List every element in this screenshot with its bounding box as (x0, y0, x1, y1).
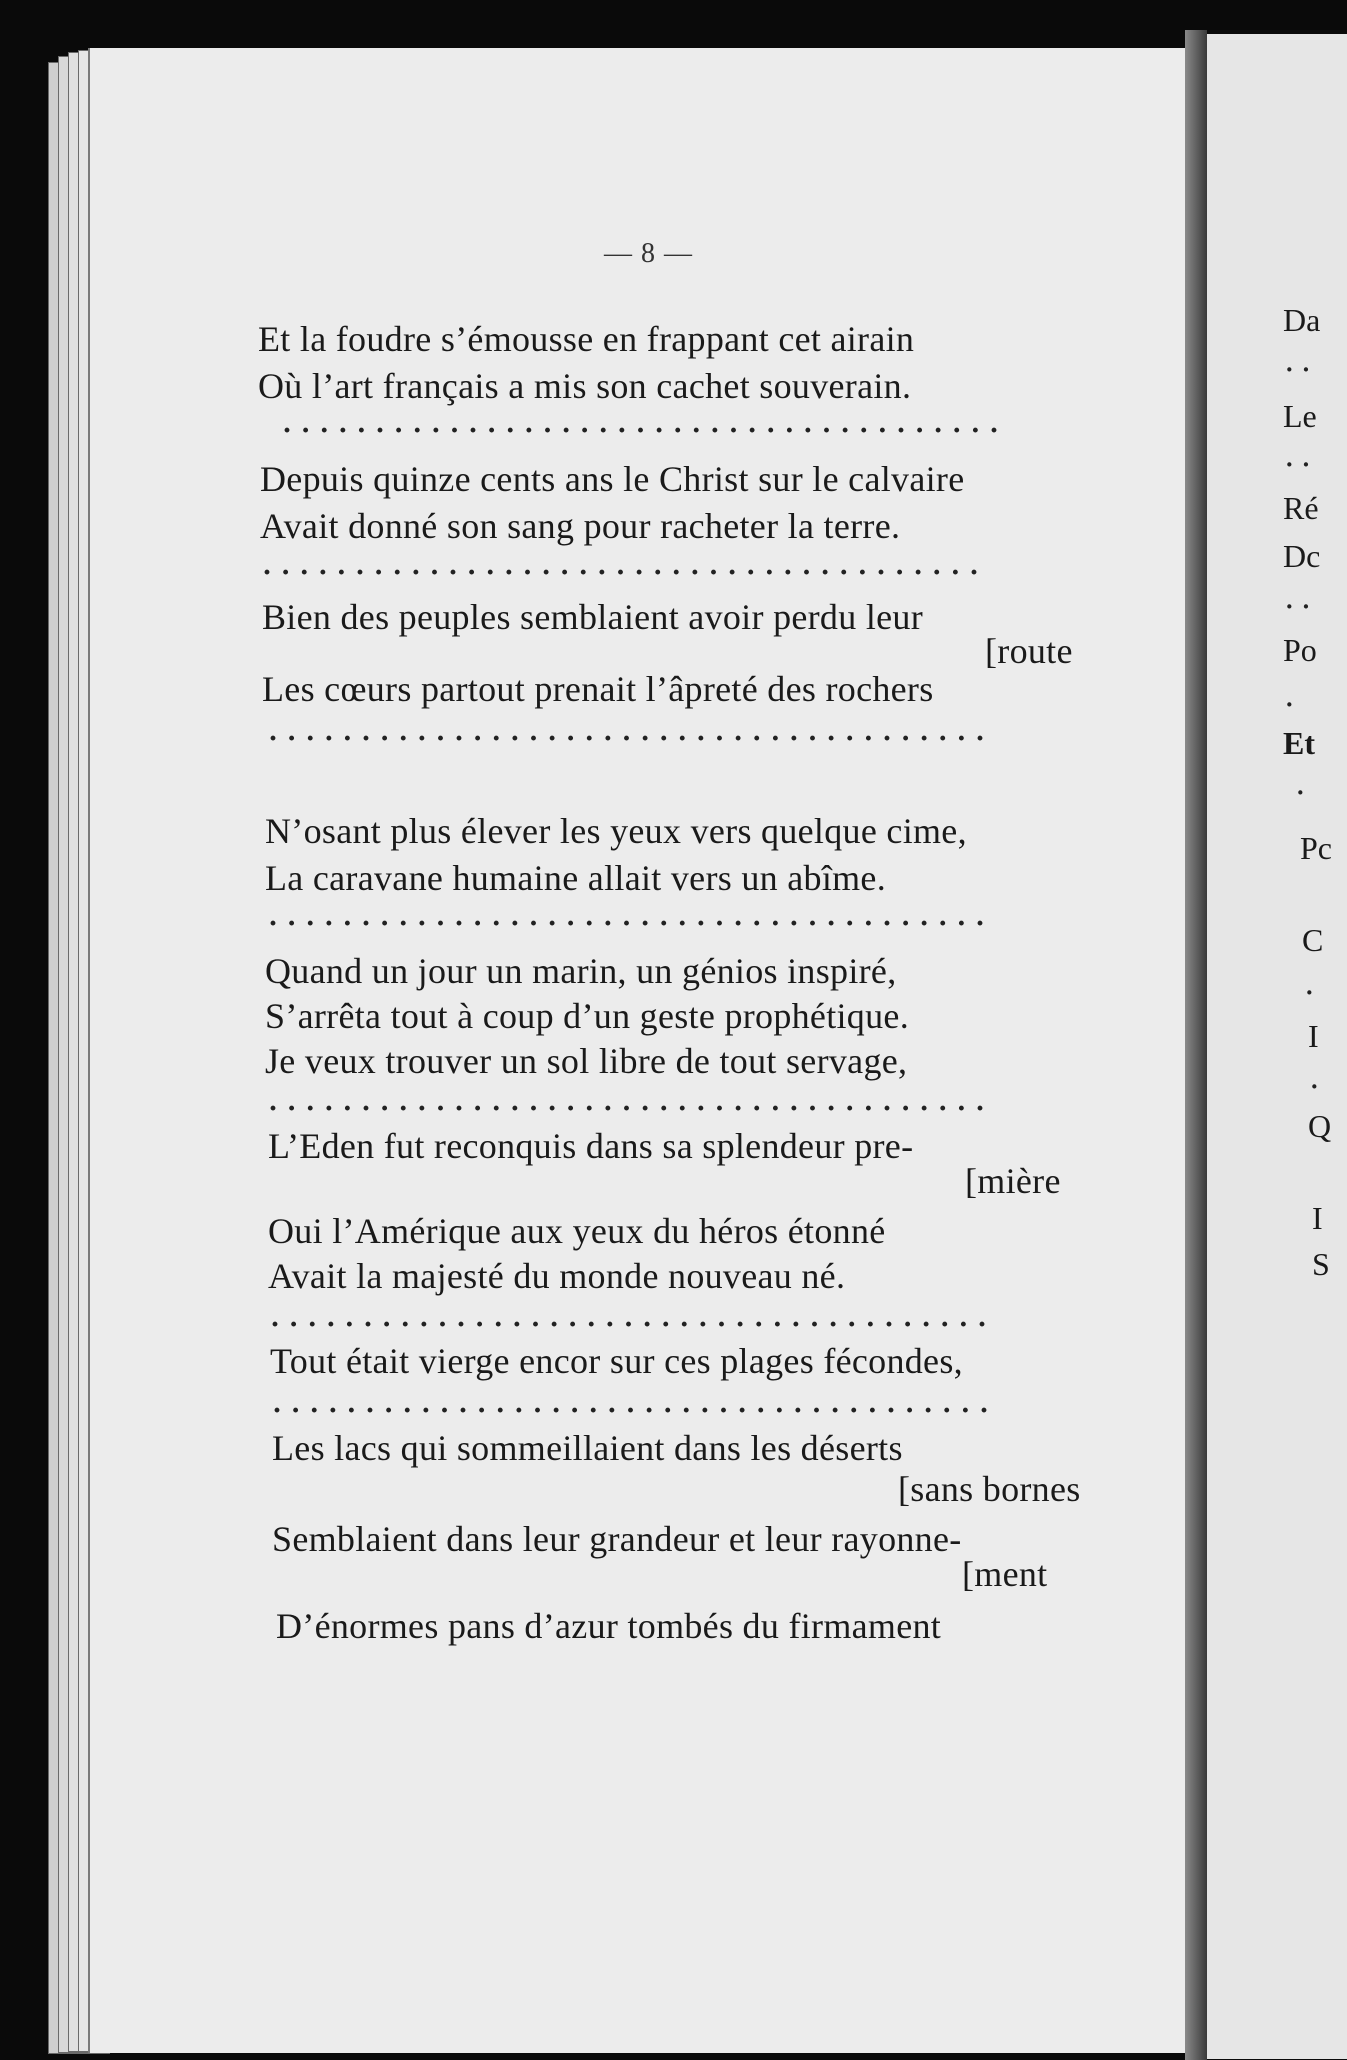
verse-line: Et la foudre s’émousse en frappant cet airain (258, 319, 915, 359)
verse-continuation: [sans bornes (898, 1469, 1081, 1509)
right-page-fragment: Q (1308, 1108, 1332, 1144)
right-page-dots: ·· (1285, 355, 1319, 384)
right-page-fragment: I (1308, 1018, 1319, 1054)
verse-continuation: [ment (962, 1554, 1048, 1594)
dot-leader: ······································· (270, 1308, 996, 1341)
verse-line: Les lacs qui sommeillaient dans les déserts (272, 1428, 903, 1468)
verse-line: La caravane humaine allait vers un abîme. (265, 858, 887, 898)
right-page-fragment: S (1312, 1246, 1330, 1282)
right-page (1207, 34, 1347, 2059)
right-page-fragment: I (1312, 1200, 1323, 1236)
verse-line: Avait la majesté du monde nouveau né. (268, 1256, 846, 1296)
right-page-dots: · (1310, 1072, 1327, 1101)
right-page-fragment: Pc (1300, 830, 1332, 866)
verse-line: Oui l’Amérique aux yeux du héros étonné (268, 1211, 886, 1251)
right-page-fragment: C (1302, 922, 1324, 958)
dot-leader: ······································· (268, 722, 994, 755)
verse-line: Depuis quinze cents ans le Christ sur le calvaire (260, 459, 965, 499)
right-page-fragment: Da (1283, 302, 1321, 338)
right-page-fragment: Po (1283, 632, 1317, 668)
right-page-fragment: Ré (1283, 490, 1319, 526)
verse-line: D’énormes pans d’azur tombés du firmament (276, 1606, 942, 1646)
page-number: — 8 — (604, 238, 693, 269)
dot-leader: ······································· (268, 1092, 994, 1125)
verse-line: S’arrêta tout à coup d’un geste prophétique. (265, 996, 909, 1036)
verse-line: Quand un jour un marin, un génios inspiré, (265, 951, 897, 991)
verse-line: Tout était vierge encor sur ces plages fécondes, (270, 1341, 963, 1381)
right-page-dots: ·· (1285, 450, 1319, 479)
verse-line: N’osant plus élever les yeux vers quelque cime, (265, 811, 967, 851)
verse-line: Semblaient dans leur grandeur et leur rayonne- (272, 1519, 962, 1559)
verse-continuation: [mière (965, 1161, 1061, 1201)
verse-continuation: [route (985, 631, 1073, 671)
right-page-dots: · (1305, 978, 1322, 1007)
right-page-fragment: Le (1283, 398, 1317, 434)
verse-line: L’Eden fut reconquis dans sa splendeur pre- (268, 1126, 914, 1166)
right-page-dots: ·· (1285, 592, 1319, 621)
right-page-fragment: Dc (1283, 538, 1321, 574)
right-page-dots: · (1285, 690, 1302, 719)
dot-leader: ······································· (272, 1394, 998, 1427)
right-page-fragment: Et (1283, 725, 1315, 761)
verse-line: Bien des peuples semblaient avoir perdu leur (262, 597, 924, 637)
book-gutter (1185, 30, 1207, 2060)
dot-leader: ······································· (268, 907, 994, 940)
right-page-dots: · (1296, 778, 1313, 807)
verse-line: Où l’art français a mis son cachet souverain. (258, 366, 912, 406)
dot-leader: ······································· (262, 556, 988, 589)
verse-line: Je veux trouver un sol libre de tout servage, (265, 1041, 908, 1081)
verse-line: Avait donné son sang pour racheter la terre. (260, 506, 901, 546)
dot-leader: ······································· (282, 414, 1008, 447)
verse-line: Les cœurs partout prenait l’âpreté des rochers (262, 669, 934, 709)
